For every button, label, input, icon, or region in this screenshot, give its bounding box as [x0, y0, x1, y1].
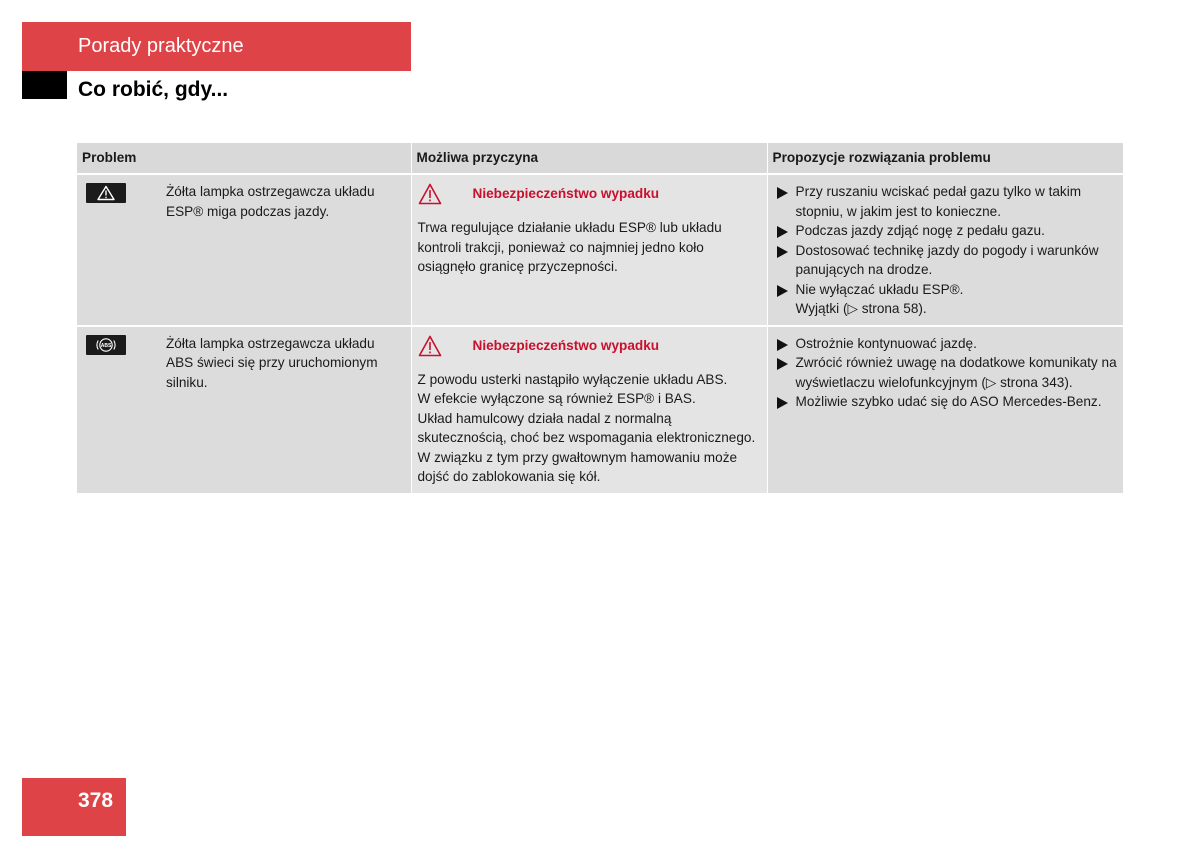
- table-header-row: [77, 143, 1123, 174]
- solution-text: Zwrócić również uwagę na dodatkowe komunikaty na wyświetlaczu wielofunkcyjnym (▷ strona 343).: [795, 355, 1117, 390]
- bullet-arrow-icon: [777, 285, 788, 297]
- problem-cell: [77, 326, 411, 494]
- bullet-arrow-icon: [777, 358, 788, 370]
- column-header-cause: Możliwa przyczyna: [411, 143, 767, 174]
- danger-triangle-icon: [418, 183, 442, 205]
- cause-cell: [411, 326, 767, 494]
- solution-list: [774, 334, 1118, 412]
- abs-lamp-label: ABS: [100, 342, 112, 349]
- solution-cell: [767, 326, 1123, 494]
- solution-text: Dostosować technikę jazdy do pogody i warunków panujących na drodze.: [795, 242, 1099, 277]
- solution-cell: [767, 174, 1123, 326]
- table-row: [77, 174, 1123, 326]
- list-item: [774, 280, 1118, 319]
- solution-text: Ostrożnie kontynuować jazdę.: [795, 335, 977, 351]
- problem-description: Żółta lampka ostrzegawcza układu ABS świeci się przy uruchomionym silniku.: [166, 335, 378, 390]
- solution-text: Przy ruszaniu wciskać pedał gazu tylko w takim stopniu, w jakim jest to konieczne.: [795, 184, 1082, 219]
- danger-warning: [418, 334, 761, 358]
- problem-cell: [77, 174, 411, 326]
- column-header-problem: Problem: [77, 143, 411, 174]
- section-title: Porady praktyczne: [78, 35, 244, 57]
- subtitle-marker: [22, 71, 67, 99]
- list-item: [774, 182, 1118, 221]
- troubleshooting-table: [77, 143, 1123, 495]
- cause-text: Trwa regulujące działanie układu ESP® lub układu kontroli trakcji, ponieważ co najmniej jedno koło osiągnęło granicę przyczepności.: [417, 220, 722, 274]
- solution-list: [774, 182, 1118, 319]
- list-item: [774, 221, 1118, 241]
- page-number-tab: [22, 778, 126, 836]
- solution-text: Podczas jazdy zdjąć nogę z pedału gazu.: [795, 223, 1045, 238]
- page-subtitle: Co robić, gdy...: [78, 78, 229, 101]
- bullet-arrow-icon: [777, 187, 788, 199]
- warning-triangle-lamp-icon: [86, 183, 126, 203]
- list-item: [774, 241, 1118, 280]
- danger-title: Niebezpieczeństwo wypadku: [472, 337, 660, 353]
- cause-cell: [411, 174, 767, 326]
- bullet-arrow-icon: [777, 339, 788, 351]
- cause-text: Z powodu usterki nastąpiło wyłączenie układu ABS. W efekcie wyłączone są również ESP® i BAS. Układ hamulcowy działa nadal z normalną skutecznością, choć bez wspomagania elektronicznego. W związku z tym przy gwałtownym hamowaniu może dojść do zablokowania się kół.: [417, 371, 756, 484]
- list-item: [774, 392, 1118, 412]
- table-row: [77, 326, 1123, 494]
- list-item: [774, 353, 1118, 392]
- abs-lamp-icon: [86, 335, 126, 355]
- problem-description: Żółta lampka ostrzegawcza układu ESP® miga podczas jazdy.: [166, 184, 375, 219]
- solution-text: Możliwie szybko udać się do ASO Mercedes-Benz.: [795, 394, 1102, 409]
- bullet-arrow-icon: [777, 246, 788, 258]
- danger-warning: [418, 182, 761, 206]
- solution-text: Nie wyłączać układu ESP®. Wyjątki (▷ strona 58).: [795, 281, 964, 316]
- list-item: [774, 334, 1118, 354]
- column-header-solution: Propozycje rozwiązania problemu: [767, 143, 1123, 174]
- bullet-arrow-icon: [777, 397, 788, 409]
- page-number: 378: [78, 789, 114, 812]
- danger-title: Niebezpieczeństwo wypadku: [472, 186, 660, 202]
- section-title-bar: [22, 22, 411, 71]
- danger-triangle-icon: [418, 335, 442, 357]
- bullet-arrow-icon: [777, 226, 788, 238]
